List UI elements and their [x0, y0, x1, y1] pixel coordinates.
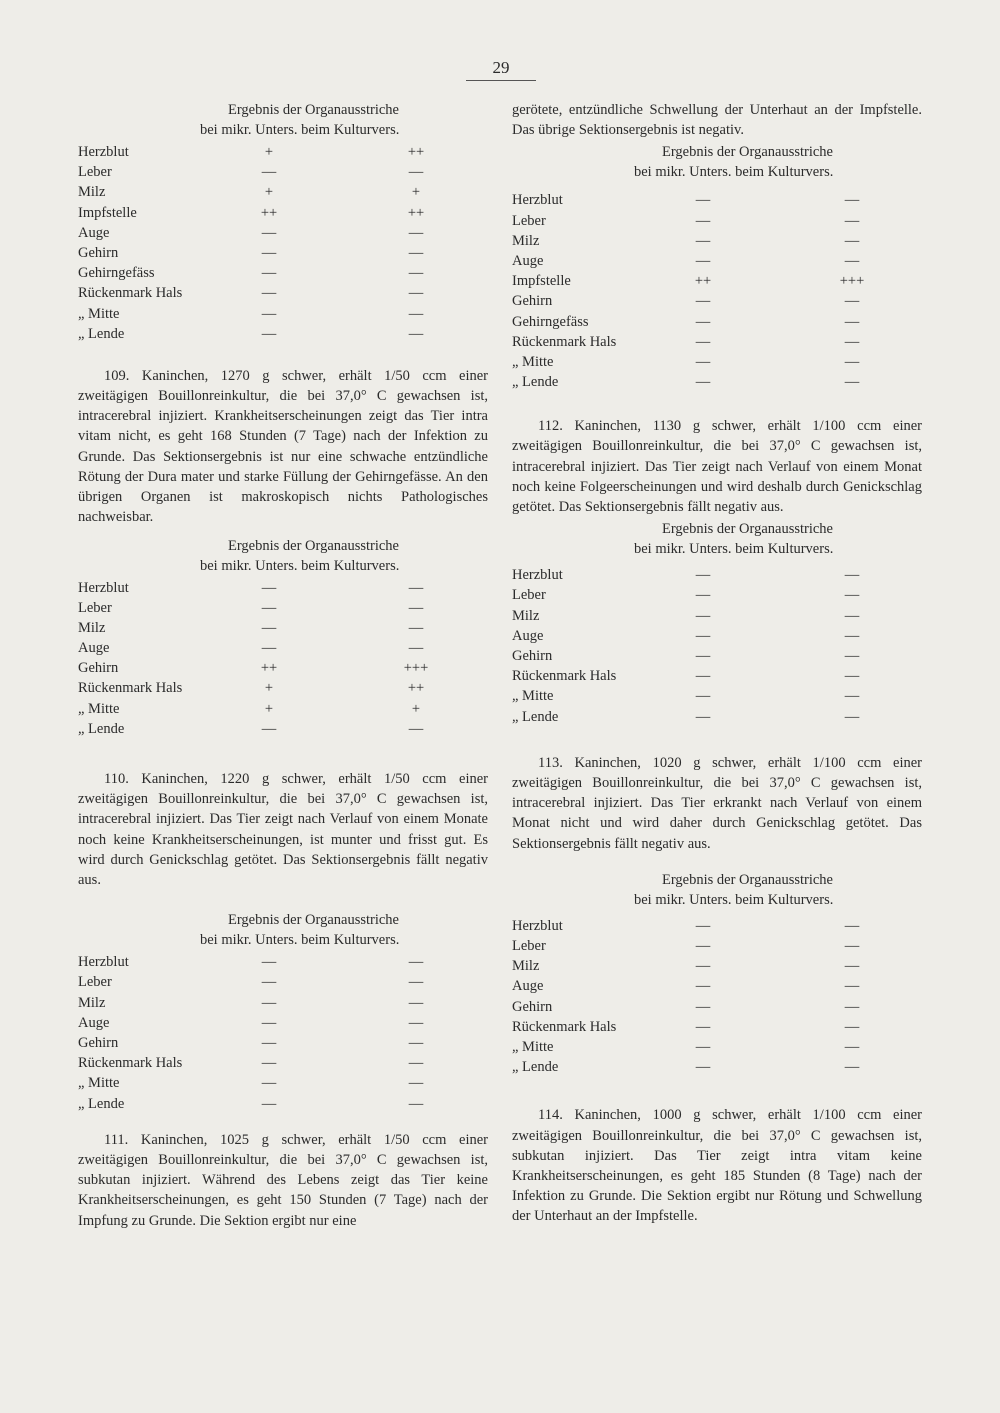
table-row — [78, 283, 488, 303]
caption-line-1: Ergebnis der Organausstriche — [662, 871, 833, 888]
microscopy-result: — — [261, 720, 277, 737]
table-row — [512, 312, 922, 332]
organ-label: Rückenmark Hals — [512, 668, 617, 685]
table-row — [78, 1094, 488, 1114]
culture-result: — — [844, 938, 860, 954]
table-row — [512, 916, 922, 936]
microscopy-result: — — [261, 599, 277, 616]
table-caption — [78, 536, 488, 576]
table-row — [78, 142, 488, 162]
table-row — [78, 223, 488, 243]
culture-result: — — [844, 1038, 860, 1055]
organ-label: Gehirn — [78, 1034, 119, 1051]
culture-result: ++ — [407, 680, 425, 697]
table-row — [512, 646, 922, 666]
culture-result: — — [844, 333, 860, 350]
microscopy-result: — — [695, 1059, 711, 1076]
organ-label: Auge — [512, 978, 544, 995]
culture-result: ++ — [407, 144, 425, 160]
microscopy-result: — — [261, 285, 277, 302]
table-row — [78, 678, 488, 698]
organ-label: „ Lende — [78, 720, 125, 737]
organ-label: Leber — [78, 599, 112, 616]
culture-result: — — [408, 974, 424, 991]
table-row — [512, 231, 922, 251]
culture-result: +++ — [403, 660, 429, 677]
microscopy-result: — — [261, 1055, 277, 1072]
culture-result: — — [408, 1034, 424, 1051]
culture-result: — — [408, 244, 424, 261]
microscopy-result: — — [261, 164, 277, 181]
culture-result: — — [844, 1059, 860, 1076]
table-caption — [512, 870, 922, 910]
table-row — [512, 956, 922, 976]
organ-label: „ Lende — [512, 374, 559, 391]
culture-result: + — [411, 700, 421, 717]
results-table — [512, 916, 922, 1078]
microscopy-result: — — [261, 224, 277, 241]
table-row — [512, 666, 922, 686]
table-row — [512, 565, 922, 585]
organ-label: Rückenmark Hals — [512, 1018, 617, 1035]
organ-label: „ Lende — [78, 1095, 125, 1112]
culture-result: — — [844, 708, 860, 725]
organ-label: Auge — [78, 1014, 110, 1031]
organ-label: Auge — [512, 252, 544, 269]
organ-label: Gehirngefäss — [512, 313, 589, 330]
organ-label: Leber — [78, 974, 112, 991]
culture-result: — — [844, 607, 860, 624]
microscopy-result: — — [261, 640, 277, 657]
table-caption — [78, 910, 488, 950]
culture-result: — — [408, 1075, 424, 1092]
microscopy-result: — — [261, 325, 277, 342]
right-column — [512, 100, 922, 1227]
culture-result: — — [844, 917, 860, 934]
microscopy-result: + — [264, 144, 274, 160]
case-109: 109. Kaninchen, 1270 g schwer, erhält 1/50 ccm einer zweitägigen Bouillonreinkultur, die bei 37,0° C gewachsen ist, intracerebral injiziert. Krankheitserscheinungen zeigt das Tier intra vitam nicht, es geht 168 Stunden (7 Tage) nach der Infektion zu Grunde. Das Sektionsergebnis ist nur eine schwache entzündliche Rötung der Dura mater und starke Füllung der Gehirngefässe. An den übrigen Organen ist makroskopisch nichts Pathologisches nachweisbar. — [78, 367, 488, 526]
microscopy-result: — — [261, 1014, 277, 1031]
organ-label: Herzblut — [78, 579, 129, 596]
microscopy-result: — — [695, 374, 711, 391]
caption-line-2: bei mikr. Unters. beim Kulturvers. — [634, 164, 834, 181]
organ-label: Auge — [78, 640, 110, 657]
table-row — [78, 162, 488, 182]
microscopy-result: ++ — [694, 273, 712, 290]
organ-label: „ Mitte — [78, 1075, 120, 1092]
table-caption — [512, 519, 922, 559]
table-row — [78, 578, 488, 598]
table-row — [512, 997, 922, 1017]
culture-result: ++ — [407, 204, 425, 221]
organ-label: „ Mitte — [512, 1038, 554, 1055]
organ-label: Milz — [512, 958, 540, 975]
culture-result: — — [408, 1055, 424, 1072]
microscopy-result: — — [261, 619, 277, 636]
case-111-continued: gerötete, entzündliche Schwellung der Unterhaut an der Impfstelle. Das übrige Sektionsergebnis ist negativ. — [512, 102, 922, 139]
organ-label: Leber — [512, 212, 546, 229]
culture-result: — — [408, 599, 424, 616]
organ-label: „ Lende — [512, 708, 559, 725]
culture-result: — — [844, 648, 860, 665]
culture-result: — — [844, 313, 860, 330]
table-row — [512, 976, 922, 996]
table-row — [78, 1053, 488, 1073]
culture-result: — — [844, 627, 860, 644]
results-table — [512, 190, 922, 392]
table-row — [78, 658, 488, 678]
microscopy-result: ++ — [260, 204, 278, 221]
organ-label: Rückenmark Hals — [78, 680, 183, 697]
table-row — [512, 707, 922, 727]
table-row — [512, 1017, 922, 1037]
organ-label: Herzblut — [78, 954, 129, 971]
culture-result: — — [844, 192, 860, 209]
table-row — [512, 271, 922, 291]
microscopy-result: — — [695, 938, 711, 954]
table-row — [512, 936, 922, 956]
microscopy-result: ++ — [260, 660, 278, 677]
organ-label: Gehirngefäss — [78, 265, 155, 282]
culture-result: — — [844, 587, 860, 604]
culture-result: + — [411, 184, 421, 201]
caption-line-1: Ergebnis der Organausstriche — [662, 521, 833, 538]
organ-label: Impfstelle — [78, 204, 137, 221]
caption-line-2: bei mikr. Unters. beim Kulturvers. — [634, 541, 834, 558]
caption-line-2: bei mikr. Unters. beim Kulturvers. — [200, 932, 400, 949]
culture-result: — — [844, 567, 860, 584]
case-110: 110. Kaninchen, 1220 g schwer, erhält 1/50 ccm einer zweitägigen Bouillonreinkultur, die bei 37,0° C gewachsen ist, intracerebral injiziert. Das Tier zeigt nach Verlauf von einem Monate noch keine Krankheitserscheinungen, ist munter und frisst gut. Es wird durch Genickschlag getötet. Das Sektionsergebnis fällt negativ aus. — [78, 771, 488, 889]
microscopy-result: — — [695, 212, 711, 229]
organ-label: Milz — [512, 607, 540, 624]
table-caption — [512, 142, 922, 182]
culture-result: +++ — [839, 273, 865, 290]
table-row — [78, 1033, 488, 1053]
results-table — [78, 952, 488, 1114]
microscopy-result: — — [261, 954, 277, 971]
microscopy-result: — — [695, 313, 711, 330]
table-row — [78, 182, 488, 202]
table-row — [78, 699, 488, 719]
organ-label: Herzblut — [512, 917, 563, 934]
microscopy-result: — — [261, 974, 277, 991]
case-112: 112. Kaninchen, 1130 g schwer, erhält 1/100 ccm einer zweitägigen Bouillonreinkultur, die bei 37,0° C gewachsen ist, intracerebral injiziert. Das Tier zeigt nach Verlauf von einem Monat noch keine Folgeerscheinungen und wird deshalb durch Genickschlag getötet. Das Sektionsergebnis fällt negativ aus. — [512, 418, 922, 516]
table-row — [78, 598, 488, 618]
culture-result: — — [408, 954, 424, 971]
caption-line-2: bei mikr. Unters. beim Kulturvers. — [634, 891, 834, 908]
microscopy-result: — — [695, 232, 711, 249]
table-row — [512, 585, 922, 605]
microscopy-result: — — [261, 305, 277, 322]
table-row — [512, 291, 922, 311]
microscopy-result: — — [695, 688, 711, 705]
culture-result: — — [844, 212, 860, 229]
table-row — [512, 352, 922, 372]
left-column — [78, 100, 488, 1231]
organ-label: Gehirn — [78, 244, 119, 261]
results-table — [78, 578, 488, 740]
table-row — [512, 626, 922, 646]
culture-result: — — [844, 688, 860, 705]
table-row — [78, 719, 488, 739]
microscopy-result: — — [695, 192, 711, 209]
culture-result: — — [408, 619, 424, 636]
organ-label: Rückenmark Hals — [78, 285, 183, 302]
table-row — [512, 211, 922, 231]
organ-label: Gehirn — [512, 648, 553, 665]
microscopy-result: — — [695, 607, 711, 624]
organ-label: Gehirn — [512, 293, 553, 310]
culture-result: — — [408, 994, 424, 1011]
table-row — [78, 203, 488, 223]
culture-result: — — [408, 265, 424, 282]
culture-result: — — [408, 579, 424, 596]
table-row — [78, 952, 488, 972]
table-row — [78, 1073, 488, 1093]
microscopy-result: — — [261, 579, 277, 596]
organ-label: Auge — [78, 224, 110, 241]
culture-result: — — [408, 1014, 424, 1031]
results-table — [512, 565, 922, 727]
table-row — [512, 686, 922, 706]
table-row — [512, 332, 922, 352]
microscopy-result: — — [261, 1075, 277, 1092]
culture-result: — — [844, 252, 860, 269]
microscopy-result: — — [695, 252, 711, 269]
organ-label: Leber — [512, 938, 546, 954]
caption-line-2: bei mikr. Unters. beim Kulturvers. — [200, 122, 400, 138]
organ-label: Auge — [512, 627, 544, 644]
table-row — [512, 606, 922, 626]
microscopy-result: — — [261, 1034, 277, 1051]
table-row — [78, 1013, 488, 1033]
caption-line-1: Ergebnis der Organausstriche — [228, 537, 399, 554]
culture-result: — — [408, 640, 424, 657]
organ-label: „ Mitte — [78, 305, 120, 322]
organ-label: Milz — [512, 232, 540, 249]
culture-result: — — [408, 305, 424, 322]
microscopy-result: — — [261, 244, 277, 261]
culture-result: — — [844, 374, 860, 391]
microscopy-result: — — [695, 1018, 711, 1035]
microscopy-result: — — [695, 998, 711, 1015]
table-row — [78, 324, 488, 344]
culture-result: — — [408, 720, 424, 737]
organ-label: Leber — [78, 164, 112, 181]
caption-line-1: Ergebnis der Organausstriche — [228, 102, 399, 118]
culture-result: — — [408, 285, 424, 302]
microscopy-result: — — [695, 708, 711, 725]
table-row — [78, 304, 488, 324]
organ-label: „ Mitte — [512, 688, 554, 705]
microscopy-result: — — [695, 333, 711, 350]
microscopy-result: — — [695, 917, 711, 934]
organ-label: „ Mitte — [512, 353, 554, 370]
table-row — [78, 618, 488, 638]
culture-result: — — [408, 325, 424, 342]
organ-label: Impfstelle — [512, 273, 571, 290]
microscopy-result: — — [695, 978, 711, 995]
microscopy-result: — — [695, 648, 711, 665]
culture-result: — — [844, 1018, 860, 1035]
organ-label: Gehirn — [78, 660, 119, 677]
microscopy-result: — — [695, 627, 711, 644]
organ-label: Leber — [512, 587, 546, 604]
microscopy-result: — — [695, 958, 711, 975]
culture-result: — — [844, 353, 860, 370]
table-row — [78, 972, 488, 992]
microscopy-result: — — [695, 293, 711, 310]
table-row — [512, 1037, 922, 1057]
table-row — [512, 190, 922, 210]
culture-result: — — [408, 164, 424, 181]
organ-label: Herzblut — [78, 144, 129, 160]
organ-label: „ Lende — [512, 1059, 559, 1076]
table-row — [78, 993, 488, 1013]
organ-label: Milz — [78, 994, 106, 1011]
case-111: 111. Kaninchen, 1025 g schwer, erhält 1/50 ccm einer zweitägigen Bouillonreinkultur, die bei 37,0° C gewachsen ist, subkutan injiziert. Während des Lebens zeigt das Tier keine Krankheitserscheinungen, es geht 150 Stunden (7 Tage) nach der Impfung zu Grunde. Die Sektion ergibt nur eine — [78, 1131, 488, 1229]
organ-label: Herzblut — [512, 567, 563, 584]
microscopy-result: — — [261, 994, 277, 1011]
microscopy-result: + — [264, 680, 274, 697]
microscopy-result: — — [261, 265, 277, 282]
organ-label: Milz — [78, 619, 106, 636]
microscopy-result: + — [264, 700, 274, 717]
organ-label: Milz — [78, 184, 106, 201]
microscopy-result: — — [261, 1095, 277, 1112]
culture-result: — — [844, 998, 860, 1015]
table-caption — [78, 100, 488, 140]
page-number: 29 — [466, 58, 536, 81]
culture-result: — — [844, 232, 860, 249]
organ-label: „ Mitte — [78, 700, 120, 717]
organ-label: Rückenmark Hals — [512, 333, 617, 350]
table-row — [78, 638, 488, 658]
microscopy-result: — — [695, 353, 711, 370]
organ-label: „ Lende — [78, 325, 125, 342]
table-row — [512, 372, 922, 392]
organ-label: Herzblut — [512, 192, 563, 209]
microscopy-result: — — [695, 1038, 711, 1055]
culture-result: — — [408, 1095, 424, 1112]
caption-line-1: Ergebnis der Organausstriche — [662, 144, 833, 161]
microscopy-result: — — [695, 668, 711, 685]
case-114: 114. Kaninchen, 1000 g schwer, erhält 1/100 ccm einer zweitägigen Bouillonreinkultur, die bei 37,0° C gewachsen ist, subkutan injiziert. Das Tier zeigt intra vitam keine Krankheitserscheinungen, es geht 185 Stunden (8 Tage) nach der Infektion zu Grunde. Die Sektion ergibt nur Rötung und Schwellung der Unterhaut an der Impfstelle. — [512, 1107, 922, 1225]
caption-line-1: Ergebnis der Organausstriche — [228, 912, 399, 929]
culture-result: — — [844, 978, 860, 995]
case-113: 113. Kaninchen, 1020 g schwer, erhält 1/100 ccm einer zweitägigen Bouillonreinkultur, die bei 37,0° C gewachsen ist, intracerebral injiziert. Das Tier erkrankt nach Verlauf von einem Monat nicht und wird daher durch Genickschlag getötet. Das Sektionsergebnis fällt negativ aus. — [512, 754, 922, 852]
culture-result: — — [844, 668, 860, 685]
culture-result: — — [844, 293, 860, 310]
caption-line-2: bei mikr. Unters. beim Kulturvers. — [200, 557, 400, 574]
culture-result: — — [844, 958, 860, 975]
microscopy-result: + — [264, 184, 274, 201]
results-table — [78, 142, 488, 344]
culture-result: — — [408, 224, 424, 241]
organ-label: Gehirn — [512, 998, 553, 1015]
microscopy-result: — — [695, 587, 711, 604]
table-row — [78, 243, 488, 263]
organ-label: Rückenmark Hals — [78, 1055, 183, 1072]
table-row — [78, 263, 488, 283]
table-row — [512, 251, 922, 271]
microscopy-result: — — [695, 567, 711, 584]
table-row — [512, 1057, 922, 1077]
